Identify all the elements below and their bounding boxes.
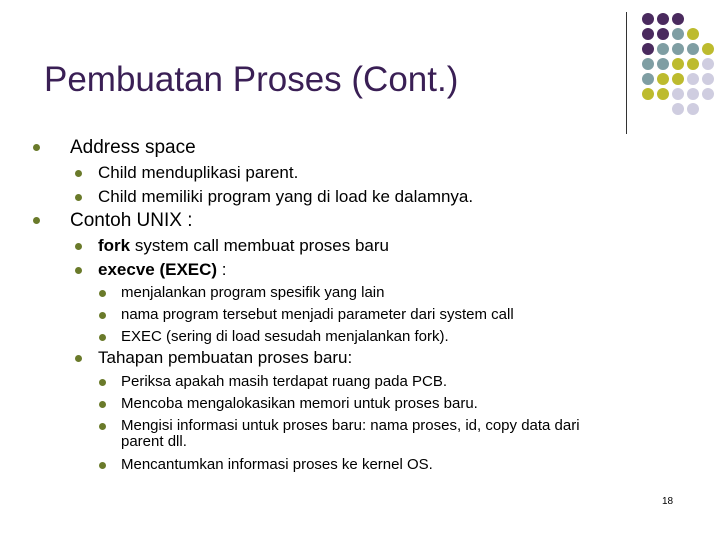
bullet-icon xyxy=(99,379,106,386)
bullet-icon xyxy=(33,144,40,151)
execve-colon: : xyxy=(217,260,227,279)
bullet-icon xyxy=(75,243,82,250)
fork-description: system call membuat proses baru xyxy=(130,236,390,255)
bullet-fork xyxy=(98,236,389,256)
bullet-icon xyxy=(75,355,82,362)
bullet-step-allocate-memory: Mencoba mengalokasikan memori untuk proses baru. xyxy=(121,395,478,412)
fork-command: fork xyxy=(98,236,131,255)
bullet-exec-program-name: nama program tersebut menjadi parameter dari system call xyxy=(121,306,514,323)
bullet-icon xyxy=(33,217,40,224)
bullet-icon xyxy=(99,462,106,469)
bullet-child-program: Child memiliki program yang di load ke dalamnya. xyxy=(98,187,474,206)
bullet-icon xyxy=(75,170,82,177)
bullet-unix-example: Contoh UNIX : xyxy=(70,210,193,231)
bullet-icon xyxy=(99,334,106,341)
bullet-address-space: Address space xyxy=(70,137,196,158)
bullet-execve xyxy=(98,260,227,280)
bullet-icon xyxy=(99,312,106,319)
bullet-icon xyxy=(99,290,106,297)
page-number: 18 xyxy=(662,496,674,507)
bullet-tahapan: Tahapan pembuatan proses baru: xyxy=(98,348,353,367)
bullet-step-fill-info: Mengisi informasi untuk proses baru: nama proses, id, copy data dari xyxy=(121,417,580,434)
bullet-child-duplicate: Child menduplikasi parent. xyxy=(98,163,299,182)
bullet-exec-note: EXEC (sering di load sesudah menjalankan fork). xyxy=(121,328,449,345)
bullet-step-check-pcb: Periksa apakah masih terdapat ruang pada PCB. xyxy=(121,373,448,390)
bullet-icon xyxy=(99,423,106,430)
execve-command: execve (EXEC) xyxy=(98,260,218,279)
bullet-icon xyxy=(75,267,82,274)
bullet-exec-run-program: menjalankan program spesifik yang lain xyxy=(121,284,385,301)
bullet-icon xyxy=(75,194,82,201)
bullet-step-fill-info-continued: parent dll. xyxy=(121,433,187,450)
bullet-step-register-kernel: Mencantumkan informasi proses ke kernel OS. xyxy=(121,456,433,473)
bullet-icon xyxy=(99,401,106,408)
slide-title: Pembuatan Proses (Cont.) xyxy=(44,60,459,99)
